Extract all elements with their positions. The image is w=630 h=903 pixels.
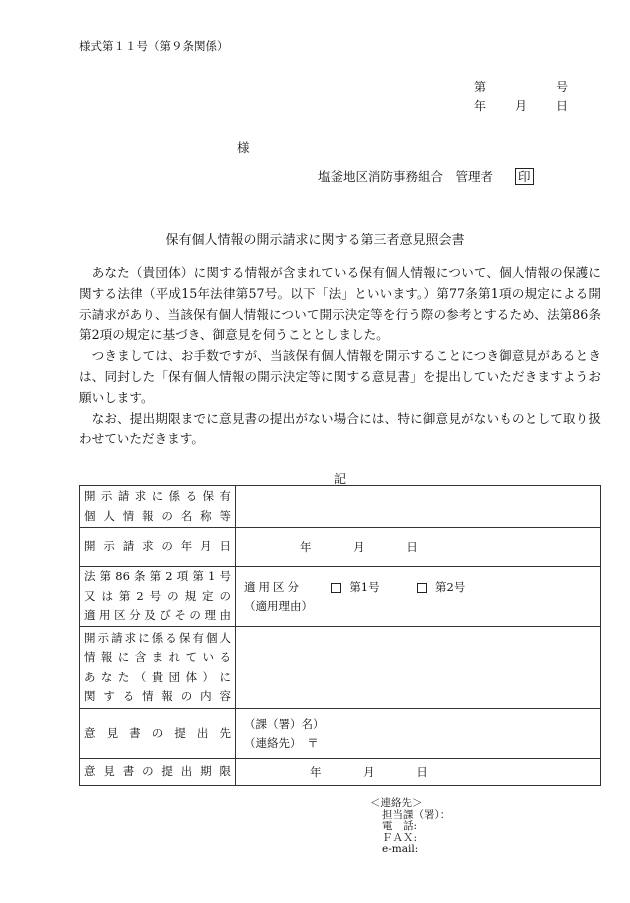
row-label-info-content: 開示請求に係る保有個人 情報に含まれている あなた（貴団体）に 関する情報の内容 bbox=[80, 627, 236, 709]
row-label-request-date: 開示請求の年月日 bbox=[80, 528, 236, 567]
document-title: 保有個人情報の開示請求に関する第三者意見照会書 bbox=[165, 233, 465, 248]
date-year: 年 bbox=[474, 99, 487, 113]
row-label-deadline: 意見書の提出期限 bbox=[80, 759, 236, 786]
contact-fax: ＦＡＸ: bbox=[382, 831, 418, 844]
form-number: 様式第１１号（第９条関係） bbox=[79, 39, 229, 53]
classification-label: 適用区分 bbox=[244, 579, 302, 594]
body-paragraph-1: あなた（貴団体）に関する情報が含まれている保有個人情報について、個人情報の保護に関する法律（平成15年法律第57号。以下「法」といいます。）第77条第1項の規定による開示請求があり、当該保有個人情報について開示決定等を行う際の参考とするため、法第86条第2項の規定に基づき、御意見を伺うこととしました。 bbox=[79, 265, 601, 343]
table-row bbox=[80, 759, 601, 786]
contact-heading: ＜連絡先＞ bbox=[370, 797, 423, 809]
option-1-label: 第1号 bbox=[349, 579, 380, 594]
submit-to-field[interactable]: （課（署）名） （連絡先） 〒 bbox=[236, 709, 601, 759]
body-text bbox=[79, 263, 601, 450]
ki-heading: 記 bbox=[334, 472, 347, 486]
table-row bbox=[80, 528, 601, 567]
document-number-line bbox=[474, 78, 568, 95]
table-row bbox=[80, 486, 601, 528]
table-row bbox=[80, 709, 601, 759]
row-label-submit-to: 意見書の提出先 bbox=[80, 709, 236, 759]
option-2-label: 第2号 bbox=[434, 579, 466, 594]
table-row bbox=[80, 567, 601, 627]
contact-tel: 電 話: bbox=[382, 820, 418, 832]
date-day: 日 bbox=[555, 99, 568, 113]
body-paragraph-3: なお、提出期限までに意見書の提出がない場合には、特に御意見がないものとして取り扱わせていただきます。 bbox=[79, 410, 601, 447]
contact-dept: 担当課（署）： bbox=[382, 808, 451, 821]
contact-email: e-mail: bbox=[382, 843, 419, 855]
info-content-field[interactable] bbox=[236, 627, 601, 709]
date-month: 月 bbox=[514, 99, 527, 113]
seal-mark: 印 bbox=[515, 168, 534, 185]
contact-block bbox=[370, 798, 450, 856]
number-suffix: 号 bbox=[555, 80, 568, 94]
row-label-classification: 法第86条第2項第1号 又は第2号の規定の 適用区分及びその理由 bbox=[80, 567, 236, 627]
sender bbox=[318, 167, 534, 185]
number-prefix: 第 bbox=[474, 80, 487, 94]
table-row bbox=[80, 627, 601, 709]
record-table bbox=[79, 485, 601, 786]
reason-label: （適用理由） bbox=[244, 598, 313, 613]
checkbox-option-2[interactable] bbox=[417, 583, 427, 593]
classification-field bbox=[236, 567, 601, 627]
request-date-field[interactable]: 年 月 日 bbox=[236, 528, 601, 567]
info-name-field[interactable] bbox=[236, 486, 601, 528]
deadline-field[interactable]: 年 月 日 bbox=[236, 759, 601, 786]
checkbox-option-1[interactable] bbox=[331, 583, 341, 593]
addressee-honorific: 様 bbox=[237, 140, 250, 155]
body-paragraph-2: つきましては、お手数ですが、当該保有個人情報を開示することにつき御意見があるときは、同封した「保有個人情報の開示決定等に関する意見書」を提出していただきますようお願いします。 bbox=[79, 348, 601, 405]
row-label-info-name: 開示請求に係る保有 個人情報の名称等 bbox=[80, 486, 236, 528]
sender-org: 塩釜地区消防事務組合 管理者 bbox=[318, 169, 494, 184]
document-date-line bbox=[474, 97, 568, 114]
